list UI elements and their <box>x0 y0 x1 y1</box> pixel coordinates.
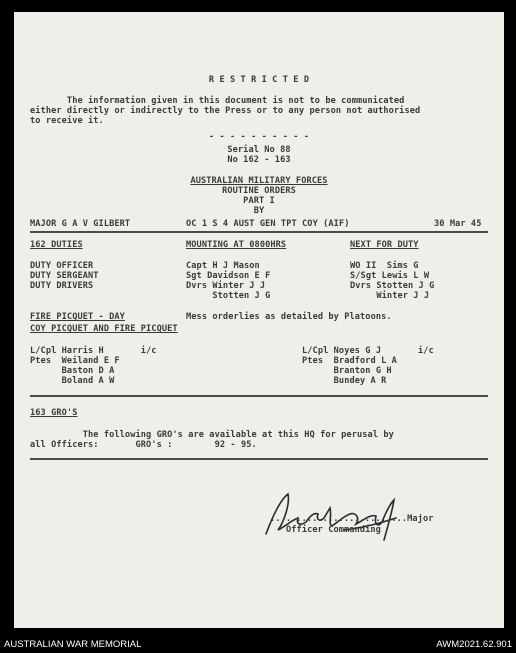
force-heading: AUSTRALIAN MILITARY FORCES <box>190 176 328 186</box>
serial-item-numbers: No 162 - 163 <box>227 155 291 165</box>
duty-mounting: Dvrs Winter J J <box>186 281 266 291</box>
closing-rule <box>30 458 488 460</box>
header-rule <box>30 231 488 233</box>
picquet-left-line: L/Cpl Harris H i/c <box>30 346 157 356</box>
separator-dashes: - - - - - - - - - - <box>208 132 310 142</box>
fire-picquet-day-text: Mess orderlies as detailed by Platoons. <box>186 312 392 322</box>
notice-line-1: The information given in this document is not to be communicated <box>30 96 405 106</box>
picquet-left-line: Ptes Weiland E F <box>30 356 120 366</box>
notice-line-3: to receive it. <box>30 116 104 126</box>
duty-next: Dvrs Stotten J G <box>350 281 435 291</box>
handwritten-signature <box>260 478 430 548</box>
picquet-left-line: Baston D A <box>30 366 115 376</box>
coy-picquet-heading: COY PICQUET AND FIRE PICQUET <box>30 324 178 334</box>
section-163-heading: 163 GRO'S <box>30 408 78 418</box>
footer-credit: AUSTRALIAN WAR MEMORIAL <box>4 639 142 650</box>
duty-label: DUTY SERGEANT <box>30 271 99 281</box>
serial-number: Serial No 88 <box>227 145 291 155</box>
next-duty-column-heading: NEXT FOR DUTY <box>350 240 419 250</box>
picquet-left-line: Boland A W <box>30 376 115 386</box>
section-rule <box>30 395 488 397</box>
duty-next: WO II Sims G <box>350 261 419 271</box>
notice-line-2: either directly or indirectly to the Press or to any person not authorised <box>30 106 421 116</box>
duty-mounting: Stotten J G <box>186 291 271 301</box>
signature-dots: ..........................Major <box>270 514 434 524</box>
duty-next: Winter J J <box>350 291 430 301</box>
orders-title: ROUTINE ORDERS <box>222 186 296 196</box>
order-date: 30 Mar 45 <box>434 219 482 229</box>
section-163-line-1: The following GRO's are available at this HQ for perusal by <box>30 430 394 440</box>
footer-accession-number: AWM2021.62.901 <box>436 639 512 650</box>
unit-name: OC 1 S 4 AUST GEN TPT COY (AIF) <box>186 219 350 229</box>
duty-mounting: Sgt Davidson E F <box>186 271 271 281</box>
duty-label: DUTY DRIVERS <box>30 281 94 291</box>
part-label: PART I <box>243 196 275 206</box>
picquet-right-line: L/Cpl Noyes G J i/c <box>302 346 434 356</box>
officer-name: MAJOR G A V GILBERT <box>30 219 131 229</box>
picquet-right-line: Branton G H <box>302 366 392 376</box>
duty-mounting: Capt H J Mason <box>186 261 260 271</box>
document-page <box>14 12 504 628</box>
by-label: BY <box>253 206 265 216</box>
picquet-right-line: Bundey A R <box>302 376 387 386</box>
mounting-column-heading: MOUNTING AT 0800HRS <box>186 240 287 250</box>
section-162-heading: 162 DUTIES <box>30 240 83 250</box>
duty-next: S/Sgt Lewis L W <box>350 271 430 281</box>
duty-label: DUTY OFFICER <box>30 261 94 271</box>
officer-commanding-title: Officer Commanding <box>286 525 381 535</box>
section-163-line-2: all Officers: GRO's : 92 - 95. <box>30 440 257 450</box>
picquet-right-line: Ptes Bradford L A <box>302 356 397 366</box>
restricted-heading: R E S T R I C T E D <box>208 75 310 85</box>
fire-picquet-day-heading: FIRE PICQUET - DAY <box>30 312 125 322</box>
